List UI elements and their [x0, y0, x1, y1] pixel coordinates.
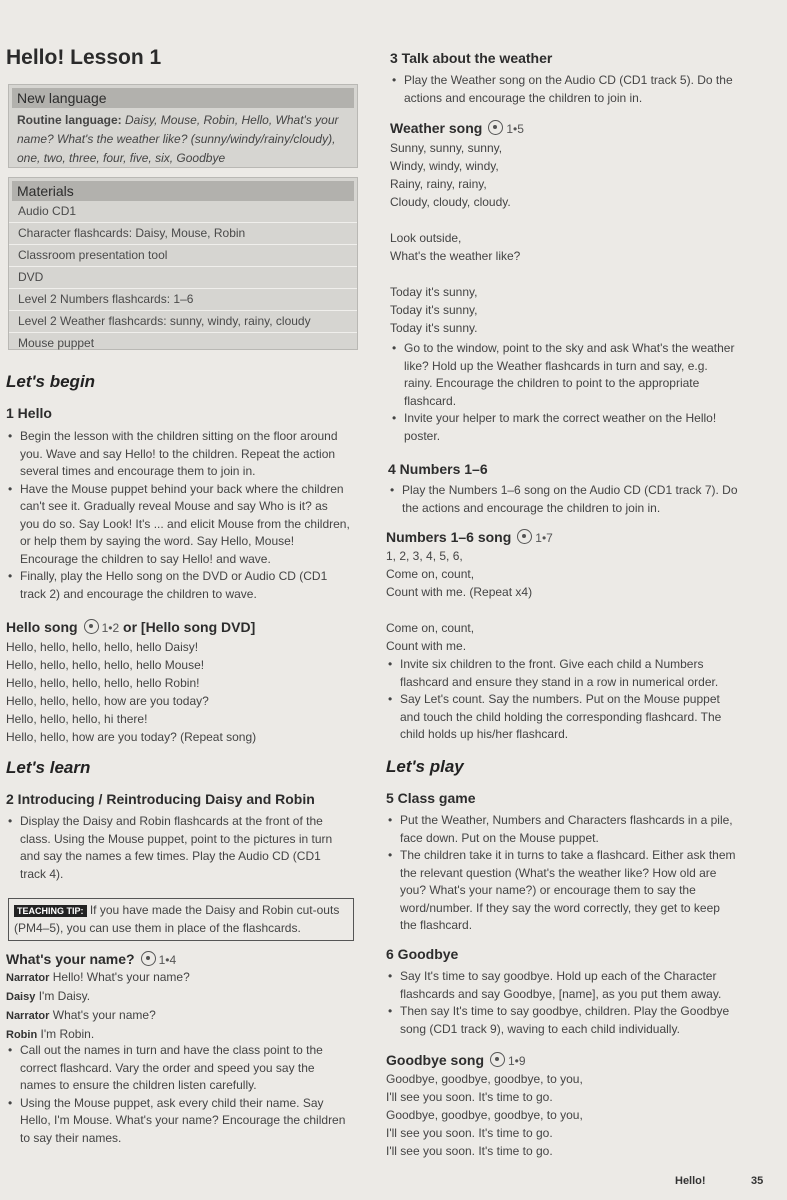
goodbye-heading: 6 Goodbye — [386, 946, 459, 962]
lyric-line: Goodbye, goodbye, goodbye, to you, — [386, 1108, 583, 1122]
teaching-tip-badge: TEACHING TIP: — [14, 905, 87, 917]
list-item: • Invite six children to the front. Give each child a Numbers flashcard and ensure they stand in a row in numerical order. — [386, 656, 738, 691]
goodbye-song-lyrics — [386, 1070, 736, 1160]
hello-bullets — [6, 428, 350, 603]
cd-icon — [488, 120, 503, 135]
list-item: • Say Let's count. Say the numbers. Put on the Mouse puppet and touch the child holding the corresponding flashcard. The child holds up his/her flashcard. — [386, 691, 738, 744]
hello-song-title: Hello song 1•2 or [Hello song DVD] — [6, 619, 256, 635]
list-item: • Finally, play the Hello song on the DVD or Audio CD (CD1 track 2) and encourage the children to wave. — [6, 568, 350, 603]
new-language-heading: New language — [12, 88, 354, 108]
lyric-line: I'll see you soon. It's time to go. — [386, 1090, 553, 1104]
lyric-line: Come on, count, — [386, 621, 475, 635]
list-item: • Begin the lesson with the children sitting on the floor around you. Wave and say Hello! to the children. Repeat the action several times and encourage them to join in. — [6, 428, 350, 481]
material-item: Mouse puppet — [18, 336, 95, 350]
material-item: Audio CD1 — [9, 201, 357, 223]
dialogue — [6, 968, 350, 1044]
intro-bullets — [6, 813, 350, 883]
page-title: Hello! Lesson 1 — [6, 46, 162, 69]
cd-icon — [141, 951, 156, 966]
lyric-line: Windy, windy, windy, — [390, 159, 499, 173]
lyric-line: Hello, hello, hello, how are you today? — [6, 694, 209, 708]
numbers-song-title: Numbers 1–6 song 1•7 — [386, 529, 553, 545]
list-item: • Display the Daisy and Robin flashcards at the front of the class. Using the Mouse puppet, point to the pictures in turn and say the names a few times. Play the Audio CD (CD1 track 4). — [6, 813, 350, 883]
goodbye-bullets — [386, 968, 738, 1038]
numbers-song-lyrics — [386, 547, 736, 655]
lyric-line: 1, 2, 3, 4, 5, 6, — [386, 549, 463, 563]
list-item: • Say It's time to say goodbye. Hold up each of the Character flashcards and say Goodbye, [name], as you put them away. — [386, 968, 738, 1003]
footer-label: Hello! — [675, 1175, 706, 1187]
teaching-tip-text: If you have made the Daisy and Robin cut-outs (PM4–5), you can use them in place of the flashcards. — [14, 903, 340, 935]
lyric-line: Hello, hello, hello, hello, hello Daisy! — [6, 640, 199, 654]
weather-intro — [390, 72, 738, 107]
list-item: • Put the Weather, Numbers and Characters flashcards in a pile, face down. Put on the Mouse puppet. — [386, 812, 736, 847]
weather-bullets — [390, 340, 738, 445]
weather-song-lyrics — [390, 139, 738, 337]
lyric-line: Look outside, — [390, 231, 462, 245]
game-heading: 5 Class game — [386, 790, 476, 806]
cd-icon — [517, 529, 532, 544]
materials-box — [8, 177, 358, 350]
material-item: Classroom presentation tool — [9, 245, 357, 267]
name-song-title: What's your name? 1•4 — [6, 951, 177, 967]
list-item: • The children take it in turns to take a flashcard. Either ask them the relevant question (What's the weather like? How old are you? What's your name?) or encourage them to say the word/number. If they say the word correctly, they get to keep the flashcard. — [386, 847, 736, 935]
material-item: DVD — [9, 267, 357, 289]
lyric-line: Today it's sunny, — [390, 303, 478, 317]
lyric-line: Come on, count, — [386, 567, 475, 581]
lets-begin-heading: Let's begin — [6, 372, 96, 391]
dialogue-line: Narrator What's your name? — [6, 1008, 156, 1022]
list-item: • Call out the names in turn and have the class point to the correct flashcard. Vary the order and speed you say the names to ensure the children listen carefully. — [6, 1042, 350, 1095]
lyric-line: Count with me. — [386, 639, 467, 653]
numbers-bullets — [386, 656, 738, 744]
lyric-line: Hello, hello, hello, hello, hello Mouse! — [6, 658, 205, 672]
lyric-line: Today it's sunny. — [390, 321, 478, 335]
list-item: • Go to the window, point to the sky and ask What's the weather like? Hold up the Weather flashcards in turn and say, e.g. rainy. Encourage the children to point to the appropriate flashcard. — [390, 340, 738, 410]
lyric-line: Today it's sunny, — [390, 285, 478, 299]
cd-icon — [84, 619, 99, 634]
dialogue-line: Narrator Hello! What's your name? — [6, 970, 190, 984]
weather-song-title: Weather song 1•5 — [390, 120, 524, 136]
lyric-line: Hello, hello, hello, hi there! — [6, 712, 148, 726]
name-bullets — [6, 1042, 350, 1147]
hello-heading: 1 Hello — [6, 405, 52, 421]
new-language-box — [8, 84, 358, 168]
lets-learn-heading: Let's learn — [6, 758, 91, 777]
hello-song-lyrics — [6, 638, 350, 746]
material-item: Level 2 Weather flashcards: sunny, windy, rainy, cloudy — [9, 311, 357, 333]
dialogue-line: Daisy I'm Daisy. — [6, 989, 91, 1003]
weather-heading: 3 Talk about the weather — [390, 50, 553, 66]
materials-heading: Materials — [12, 181, 354, 201]
intro-heading: 2 Introducing / Reintroducing Daisy and Robin — [6, 791, 315, 807]
lyric-line: I'll see you soon. It's time to go. — [386, 1126, 553, 1140]
game-bullets — [386, 812, 736, 935]
lyric-line: Hello, hello, how are you today? (Repeat song) — [6, 730, 257, 744]
material-item: Character flashcards: Daisy, Mouse, Robin — [9, 223, 357, 245]
lyric-line: Hello, hello, hello, hello, hello Robin! — [6, 676, 200, 690]
lyric-line: Cloudy, cloudy, cloudy. — [390, 195, 511, 209]
lyric-line: Sunny, sunny, sunny, — [390, 141, 503, 155]
lets-play-heading: Let's play — [386, 757, 464, 776]
list-item: • Play the Numbers 1–6 song on the Audio CD (CD1 track 7). Do the actions and encourage the children to join in. — [388, 482, 738, 517]
lyric-line: Count with me. (Repeat x4) — [386, 585, 533, 599]
page-number: 35 — [751, 1175, 764, 1187]
lyric-line: What's the weather like? — [390, 249, 521, 263]
lyric-line: Goodbye, goodbye, goodbye, to you, — [386, 1072, 583, 1086]
list-item: • Then say It's time to say goodbye, children. Play the Goodbye song (CD1 track 9), waving to each child individually. — [386, 1003, 738, 1038]
list-item: • Using the Mouse puppet, ask every child their name. Say Hello, I'm Mouse. What's your name? Encourage the children to say their names. — [6, 1095, 350, 1148]
new-language-text: Routine language: Daisy, Mouse, Robin, Hello, What's your name? What's the weather like? (sunny/windy/rainy/cloudy), one, two, three, four, five, six, Goodbye — [17, 113, 339, 165]
list-item: • Play the Weather song on the Audio CD (CD1 track 5). Do the actions and encourage the children to join in. — [390, 72, 738, 107]
numbers-intro — [388, 482, 738, 517]
list-item: • Have the Mouse puppet behind your back where the children can't see it. Gradually reveal Mouse and say Who is it? as you do so. Say Look! It's ... and elicit Mouse from the children, or help them by saying the word. Say Hello, Mouse! Encourage the children to say Hello! and wave. — [6, 481, 350, 569]
material-item: Level 2 Numbers flashcards: 1–6 — [9, 289, 357, 311]
lyric-line: Rainy, rainy, rainy, — [390, 177, 487, 191]
dialogue-line: Robin I'm Robin. — [6, 1027, 95, 1041]
list-item: • Invite your helper to mark the correct weather on the Hello! poster. — [390, 410, 738, 445]
numbers-heading: 4 Numbers 1–6 — [388, 461, 488, 477]
lyric-line: I'll see you soon. It's time to go. — [386, 1144, 553, 1158]
goodbye-song-title: Goodbye song 1•9 — [386, 1052, 526, 1068]
cd-icon — [490, 1052, 505, 1067]
teaching-tip — [8, 898, 354, 941]
